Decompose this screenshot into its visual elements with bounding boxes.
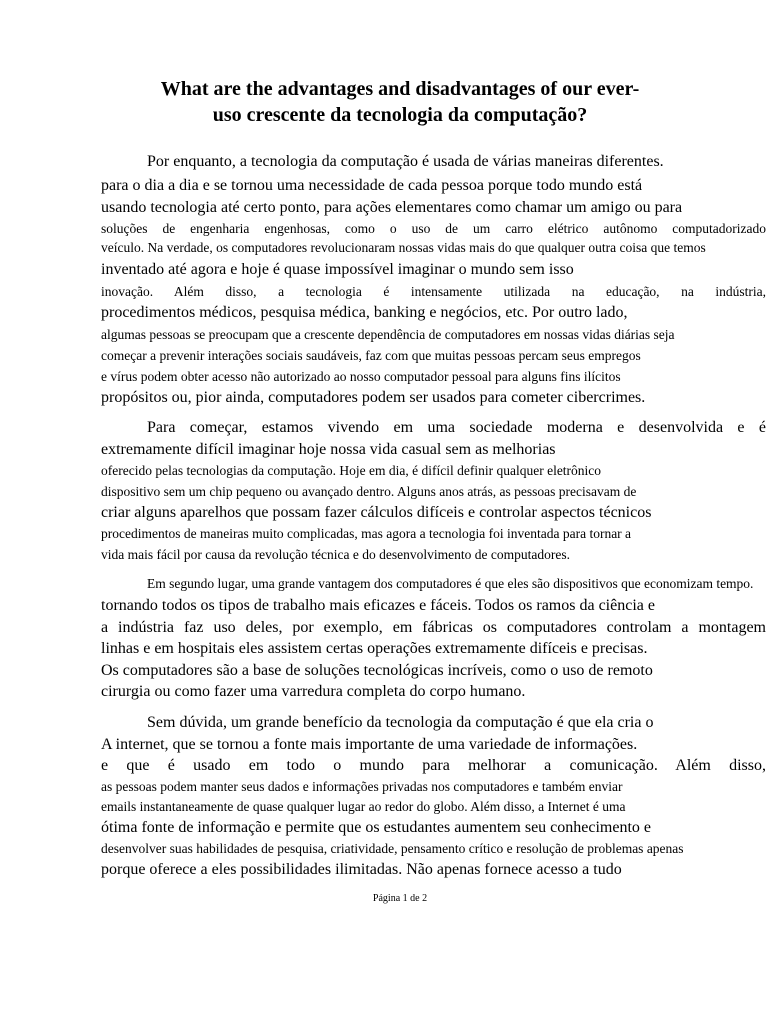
- text-line: A internet, que se tornou a fonte mais importante de uma variedade de informações.: [101, 736, 638, 753]
- text-line: veículo. Na verdade, os computadores revolucionaram nossas vidas mais do que qualquer outra coisa que temos: [101, 240, 706, 255]
- text-line: Para começar, estamos vivendo em uma sociedade moderna e desenvolvida e é: [147, 419, 766, 436]
- text-line: usando tecnologia até certo ponto, para ações elementares como chamar um amigo ou para: [101, 199, 683, 216]
- text-line: criar alguns aparelhos que possam fazer cálculos difíceis e controlar aspectos técnicos: [101, 504, 652, 521]
- text-line: tornando todos os tipos de trabalho mais eficazes e fáceis. Todos os ramos da ciência e: [101, 597, 655, 614]
- text-line: soluções de engenharia engenhosas, como o uso de um carro elétrico autônomo computadorizado: [101, 221, 766, 236]
- text-line: propósitos ou, pior ainda, computadores podem ser usados para cometer cibercrimes.: [101, 389, 646, 406]
- text-line: Em segundo lugar, uma grande vantagem dos computadores é que eles são dispositivos que economizam tempo.: [147, 576, 754, 591]
- text-line: e que é usado em todo o mundo para melhorar a comunicação. Além disso,: [101, 757, 766, 774]
- text-line: oferecido pelas tecnologias da computação. Hoje em dia, é difícil definir qualquer eletrônico: [101, 463, 602, 478]
- text-line: porque oferece a eles possibilidades ilimitadas. Não apenas fornece acesso a tudo: [101, 861, 622, 878]
- text-line: vida mais fácil por causa da revolução técnica e do desenvolvimento de computadores.: [101, 547, 570, 562]
- text-line: dispositivo sem um chip pequeno ou avançado dentro. Alguns anos atrás, as pessoas precisavam de: [101, 484, 637, 499]
- text-line: extremamente difícil imaginar hoje nossa vida casual sem as melhorias: [101, 441, 556, 458]
- text-line: procedimentos de maneiras muito complicadas, mas agora a tecnologia foi inventada para tornar a: [101, 526, 632, 541]
- text-line: a indústria faz uso deles, por exemplo, em fábricas os computadores controlam a montagem: [101, 619, 766, 636]
- text-line: as pessoas podem manter seus dados e informações privadas nos computadores e também enviar: [101, 779, 623, 794]
- text-line: inventado até agora e hoje é quase impossível imaginar o mundo sem isso: [101, 261, 574, 278]
- text-line: algumas pessoas se preocupam que a crescente dependência de computadores em nossas vidas diárias seja: [101, 327, 675, 342]
- text-line: inovação. Além disso, a tecnologia é intensamente utilizada na educação, na indústria,: [101, 284, 766, 299]
- text-line: Os computadores são a base de soluções tecnológicas incríveis, como o uso de remoto: [101, 662, 653, 679]
- text-line: ótima fonte de informação e permite que os estudantes aumentem seu conhecimento e: [101, 819, 652, 836]
- text-line: começar a prevenir interações sociais saudáveis, faz com que muitas pessoas percam seus empregos: [101, 348, 641, 363]
- text-line: para o dia a dia e se tornou uma necessidade de cada pessoa porque todo mundo está: [101, 177, 643, 194]
- text-line: linhas e em hospitais eles assistem certas operações extremamente difíceis e precisas.: [101, 640, 648, 657]
- text-line: procedimentos médicos, pesquisa médica, banking e negócios, etc. Por outro lado,: [101, 304, 628, 321]
- page-title-line-2: uso crescente da tecnologia da computação?: [212, 104, 588, 126]
- page-title-line-1: What are the advantages and disadvantages of our ever-: [160, 78, 640, 100]
- text-line: desenvolver suas habilidades de pesquisa, criatividade, pensamento crítico e resolução de problemas apenas: [101, 841, 684, 856]
- text-line: Sem dúvida, um grande benefício da tecnologia da computação é que ela cria o: [147, 714, 654, 731]
- text-line: e vírus podem obter acesso não autorizado ao nosso computador pessoal para alguns fins ilícitos: [101, 369, 621, 384]
- text-line: Por enquanto, a tecnologia da computação é usada de várias maneiras diferentes.: [147, 153, 664, 170]
- text-line: cirurgia ou como fazer uma varredura completa do corpo humano.: [101, 683, 526, 700]
- text-line: emails instantaneamente de quase qualquer lugar ao redor do globo. Além disso, a Internet é uma: [101, 799, 626, 814]
- page-number: Página 1 de 2: [372, 893, 428, 904]
